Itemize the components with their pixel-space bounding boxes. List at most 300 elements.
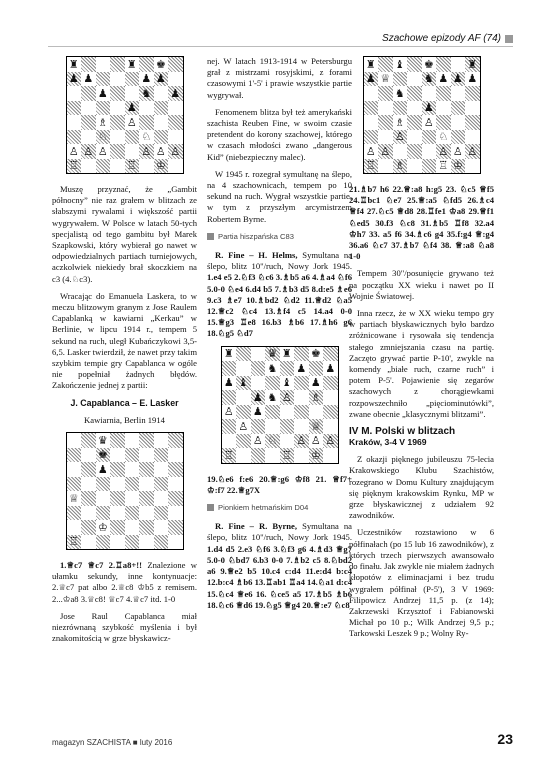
board-square	[168, 159, 183, 174]
board-square	[139, 448, 154, 463]
board-square	[251, 448, 266, 463]
board-square	[323, 419, 338, 434]
chess-piece-square: ♜	[125, 57, 140, 72]
board-square	[110, 520, 125, 535]
game-intro	[207, 250, 352, 340]
game-moves: 21.♗b7 h6 22.♕:a8 h:g5 23. ♘c5 ♕f5 24.♖bc1 ♘e7 25.♕:a5 ♘fd5 26.♗c4 ♕f4 27.♘c5 ♕d8 28.♖fe1 ♔a8 29.♕f1 ♘ed5 30.f3 ♘c8 31.♗b5 ♖f8 32.a4 ♔h7 33. a5 f6 34.♗c6 g4 35.f:g4 ♕:g4 36.a6 ♘c7 37.♗b7 ♘f4 38. ♕:a8 ♘a8 1-0	[349, 184, 494, 262]
board-square	[465, 86, 480, 101]
board-square	[168, 115, 183, 130]
chess-piece-square: ♙	[323, 434, 338, 449]
board-square	[125, 462, 140, 477]
chess-piece-square: ♟	[422, 101, 437, 116]
chess-diagram-3	[221, 346, 339, 464]
chess-piece-square: ♟	[125, 101, 140, 116]
board-square	[154, 433, 169, 448]
board-square	[81, 57, 96, 72]
board-square	[96, 477, 111, 492]
board-square	[154, 462, 169, 477]
board-square	[294, 405, 309, 420]
board-square	[280, 361, 295, 376]
board-square	[154, 448, 169, 463]
chess-piece-square: ♘	[436, 130, 451, 145]
game-heading: J. Capablanca – E. Lasker	[70, 397, 179, 408]
board-square	[251, 376, 266, 391]
chess-piece-square: ♟	[96, 86, 111, 101]
board-square	[139, 462, 154, 477]
chess-piece-square: ♟	[323, 361, 338, 376]
game-moves: 1.d4 d5 2.e3 ♘f6 3.♘f3 g6 4.♗d3 ♕g7 5.0-0 ♘bd7 6.b3 0-0 7.♗b2 c5 8.♘bd2 a6 9.♕e2 b5 10.c4 c:d4 11.e:d4 b:c4 12.b:c4 ♗b6 13.♖ab1 ♖a4 14.♘a1 d:c4 15.♘c4 ♕e6 16. ♘ce5 a5 17.♗b5 ♗b6 18.♘c6 ♕d6 19.♘g5 ♕g4 20.♕:e7 ♘c8	[207, 543, 352, 610]
board-square	[436, 57, 451, 72]
board-square	[222, 390, 237, 405]
board-square	[236, 434, 251, 449]
board-square	[110, 506, 125, 521]
chess-piece-square: ♙	[251, 434, 266, 449]
chess-piece-square: ♝	[280, 376, 295, 391]
board-square	[168, 506, 183, 521]
chess-piece-square: ♟	[251, 405, 266, 420]
chess-piece-square: ♖	[364, 159, 379, 174]
board-square	[294, 448, 309, 463]
board-square	[67, 462, 82, 477]
board-square	[407, 72, 422, 87]
square-icon	[505, 35, 513, 43]
board-square	[265, 448, 280, 463]
chess-piece-square: ♟	[154, 72, 169, 87]
chess-diagram-2	[66, 432, 184, 550]
game-moves: 19.♘e6 f:e6 20.♕:g6 ♔f8 21. ♕f7+ ♔:f7 22.♕g7X	[207, 473, 352, 495]
chess-piece-square: ♝	[393, 57, 408, 72]
chess-piece-square: ♞	[265, 361, 280, 376]
board-square	[81, 115, 96, 130]
chess-piece-square: ♟	[465, 72, 480, 87]
board-square	[125, 86, 140, 101]
chess-piece-square: ♜	[465, 57, 480, 72]
board-square	[265, 376, 280, 391]
chess-piece-square: ♞	[139, 86, 154, 101]
board-square	[96, 57, 111, 72]
chess-piece-square: ♖	[436, 159, 451, 174]
board-square	[168, 491, 183, 506]
board-square	[309, 405, 324, 420]
move-comment: Znalezione w ułamku sekundy, inne kontynuacje: 2.♕c7 pat albo 2.♕c8 ♔b5 z remisem. 2...♔a8 3.♕c8! ♕c7 4.♕c7 itd. 1-0	[52, 560, 197, 604]
board-square	[309, 361, 324, 376]
board-square	[251, 347, 266, 362]
board-square	[154, 506, 169, 521]
board-square	[96, 101, 111, 116]
board-square	[407, 86, 422, 101]
board-square	[168, 520, 183, 535]
chess-piece-square: ♖	[280, 448, 295, 463]
chess-piece-square: ♟	[294, 361, 309, 376]
board-square	[236, 405, 251, 420]
chess-piece-square: ♙	[280, 390, 295, 405]
opening-name: Partia hiszpańska C83	[218, 231, 294, 241]
board-square	[323, 390, 338, 405]
board-square	[280, 405, 295, 420]
game-heading: R. Fine – R. Byrne,	[215, 521, 298, 532]
opening-label	[207, 502, 352, 513]
chess-piece-square: ♔	[309, 448, 324, 463]
opening-label	[207, 231, 352, 242]
chess-piece-square: ♙	[125, 115, 140, 130]
board-square	[67, 448, 82, 463]
board-square	[154, 520, 169, 535]
board-square	[168, 462, 183, 477]
paragraph	[52, 560, 197, 605]
board-square	[67, 433, 82, 448]
board-square	[168, 130, 183, 145]
board-square	[110, 86, 125, 101]
chess-piece-square: ♘	[139, 130, 154, 145]
board-square	[125, 535, 140, 550]
board-square	[139, 101, 154, 116]
chess-piece-square: ♚	[154, 57, 169, 72]
board-square	[168, 57, 183, 72]
board-square	[154, 491, 169, 506]
column-3	[349, 56, 494, 646]
opening-name: Pionkiem hetmańskim D04	[218, 503, 309, 513]
chess-piece-square: ♕	[309, 419, 324, 434]
chess-piece-square: ♔	[451, 159, 466, 174]
chess-piece-square: ♙	[139, 144, 154, 159]
board-square	[81, 448, 96, 463]
chess-piece-square: ♙	[364, 144, 379, 159]
board-square	[154, 477, 169, 492]
board-square	[323, 376, 338, 391]
paragraph: Tempem 30"/posunięcie grywano też na początku XX wieku i nawet po II Wojnie Światowej.	[349, 268, 494, 301]
board-square	[125, 448, 140, 463]
chess-piece-square: ♖	[67, 159, 82, 174]
board-square	[364, 86, 379, 101]
board-square	[407, 57, 422, 72]
board-square	[378, 159, 393, 174]
chess-piece-square: ♟	[139, 72, 154, 87]
section-title: IV M. Polski w blitzach	[349, 426, 456, 438]
board-square	[168, 448, 183, 463]
board-square	[364, 101, 379, 116]
board-square	[378, 115, 393, 130]
chess-piece-square: ♟	[436, 72, 451, 87]
board-square	[168, 477, 183, 492]
board-square	[436, 86, 451, 101]
paragraph: Muszę przyznać, że „Gambit północny” nie raz grałem w blitzach ze słabszymi rywalami i większość partii wygrywałem. W Polsce w latach 50-tych specjalistą od tego gambitu był Marek Szapkowski, który wybierał go nawet w odpowiedzialnych partiach turniejowych, aczkolwiek niekiedy brał skoczkiem na c3 (4.♘c3).	[52, 184, 197, 284]
board-square	[294, 376, 309, 391]
paragraph: Fenomenem blitza był też amerykański szachista Reuben Fine, w swoim czasie pretendent do korony szachowej, którego w czasach młodości zwano „dangerous Kid” (niebezpieczny malec).	[207, 106, 352, 162]
chess-piece-square: ♘	[96, 130, 111, 145]
board-square	[81, 101, 96, 116]
board-square	[236, 361, 251, 376]
board-square	[364, 130, 379, 145]
chess-piece-square: ♕	[378, 72, 393, 87]
chess-piece-square: ♗	[96, 115, 111, 130]
chess-piece-square: ♟	[451, 72, 466, 87]
board-square	[451, 57, 466, 72]
board-square	[222, 434, 237, 449]
paragraph: Wracając do Emanuela Laskera, to w meczu blitzowym granym z Jose Raulem Capablanką w kawiarni „Kerkau” w Berlinie, w lipcu 1914 r., tempem 5 sekund na ruch, uległ Kubańczykowi 3,5-6,5. Lasker twierdził, że nawet przy takim szybkim tempie gry Capablanca w ogóle nie popełniał żadnych błędów. Zakończenie jednej z partii:	[52, 290, 197, 391]
board-square	[407, 115, 422, 130]
chess-piece-square: ♞	[422, 72, 437, 87]
board-square	[67, 115, 82, 130]
chess-piece-square: ♚	[309, 347, 324, 362]
page-footer	[52, 731, 513, 747]
board-square	[294, 390, 309, 405]
section-subtitle: Kraków, 3-4 V 1969	[349, 437, 427, 448]
board-square	[81, 506, 96, 521]
board-square	[139, 520, 154, 535]
board-square	[465, 115, 480, 130]
board-square	[154, 86, 169, 101]
board-square	[110, 462, 125, 477]
chess-piece-square: ♟	[168, 86, 183, 101]
board-square	[451, 130, 466, 145]
board-square	[125, 144, 140, 159]
board-square	[110, 144, 125, 159]
board-square	[110, 115, 125, 130]
board-square	[436, 101, 451, 116]
chess-piece-square: ♙	[422, 115, 437, 130]
board-square	[323, 405, 338, 420]
board-square	[323, 347, 338, 362]
board-square	[251, 419, 266, 434]
chess-piece-square: ♟	[364, 72, 379, 87]
chess-piece-square: ♙	[81, 144, 96, 159]
board-square	[378, 130, 393, 145]
board-square	[168, 535, 183, 550]
running-header-title: Szachowe epizody AF (74)	[382, 33, 501, 44]
board-square	[96, 491, 111, 506]
board-square	[407, 144, 422, 159]
board-square	[139, 477, 154, 492]
chess-piece-square: ♛	[265, 347, 280, 362]
board-square	[139, 491, 154, 506]
chess-piece-square: ♞	[265, 390, 280, 405]
chess-piece-square: ♙	[154, 144, 169, 159]
board-square	[125, 433, 140, 448]
chess-piece-square: ♙	[451, 144, 466, 159]
board-square	[168, 72, 183, 87]
board-square	[81, 477, 96, 492]
board-square	[265, 419, 280, 434]
board-square	[280, 419, 295, 434]
board-square	[378, 57, 393, 72]
board-square	[81, 159, 96, 174]
board-square	[422, 130, 437, 145]
chess-piece-square: ♙	[96, 144, 111, 159]
chess-piece-square: ♕	[67, 491, 82, 506]
board-square	[96, 506, 111, 521]
chess-piece-square: ♖	[125, 159, 140, 174]
board-square	[139, 159, 154, 174]
game-moves: 1.♕c7 ♕c7 2.♖a8+!!	[60, 560, 143, 571]
board-square	[125, 520, 140, 535]
chess-piece-square: ♚	[96, 448, 111, 463]
board-square	[236, 390, 251, 405]
board-square	[110, 130, 125, 145]
board-square	[110, 57, 125, 72]
board-square	[422, 86, 437, 101]
column-1	[52, 56, 197, 650]
board-square	[67, 130, 82, 145]
board-square	[407, 101, 422, 116]
game-subheading: Symultana na ślepo, blitz 10"/ruch, Nowy Jork 1945.	[207, 250, 352, 272]
chess-piece-square: ♙	[309, 434, 324, 449]
chess-piece-square: ♔	[96, 520, 111, 535]
paragraph: Z okazji pięknego jubileuszu 75-lecia Krakowskiego Klubu Szachistów, rozegrano w Domu Kultury znajdującym się pięknym krakowskim Rynku, MP w grze błyskawicznej z udziałem 92 zawodników.	[349, 454, 494, 521]
board-square	[110, 159, 125, 174]
board-square	[154, 130, 169, 145]
paragraph: nej. W latach 1913-1914 w Petersburgu grał z mistrzami rosyjskimi, z forami czasowymi 1'-5' i prawie wszystkie partie wygrywał.	[207, 56, 352, 100]
chess-piece-square: ♙	[465, 144, 480, 159]
board-square	[139, 506, 154, 521]
board-square	[110, 72, 125, 87]
board-square	[110, 535, 125, 550]
game-heading: R. Fine – H. Helms,	[215, 250, 298, 261]
board-square	[125, 130, 140, 145]
page-number: 23	[497, 731, 513, 747]
board-square	[81, 130, 96, 145]
board-square	[378, 101, 393, 116]
board-square	[265, 405, 280, 420]
board-square	[110, 477, 125, 492]
board-square	[96, 72, 111, 87]
square-icon	[207, 504, 214, 511]
board-square	[168, 433, 183, 448]
board-square	[168, 101, 183, 116]
board-square	[67, 86, 82, 101]
chess-piece-square: ♚	[422, 57, 437, 72]
board-square	[110, 448, 125, 463]
chess-piece-square: ♛	[96, 433, 111, 448]
chess-piece-square: ♗	[309, 390, 324, 405]
chess-piece-square: ♙	[67, 144, 82, 159]
board-square	[81, 462, 96, 477]
chess-piece-square: ♝	[236, 376, 251, 391]
board-square	[81, 86, 96, 101]
board-square	[154, 101, 169, 116]
board-square	[125, 506, 140, 521]
board-square	[81, 433, 96, 448]
board-square	[436, 115, 451, 130]
board-square	[236, 347, 251, 362]
board-square	[139, 433, 154, 448]
chess-piece-square: ♙	[168, 144, 183, 159]
board-square	[465, 101, 480, 116]
board-square	[154, 115, 169, 130]
square-icon	[207, 233, 214, 240]
chess-piece-square: ♗	[393, 115, 408, 130]
chess-diagram-4	[363, 56, 481, 174]
board-square	[393, 72, 408, 87]
board-square	[96, 535, 111, 550]
board-square	[110, 101, 125, 116]
board-square	[67, 101, 82, 116]
board-square	[294, 419, 309, 434]
footer-magazine: magazyn SZACHISTA ■ luty 2016	[52, 738, 173, 747]
running-header	[382, 33, 513, 44]
board-square	[67, 506, 82, 521]
board-square	[323, 448, 338, 463]
board-square	[139, 535, 154, 550]
chess-piece-square: ♟	[222, 376, 237, 391]
board-square	[451, 115, 466, 130]
board-square	[451, 101, 466, 116]
board-square	[125, 477, 140, 492]
board-square	[81, 491, 96, 506]
chess-piece-square: ♜	[222, 347, 237, 362]
board-square	[451, 86, 466, 101]
board-square	[67, 477, 82, 492]
chess-piece-square: ♙	[378, 144, 393, 159]
board-square	[422, 144, 437, 159]
board-square	[393, 101, 408, 116]
game-subheading: Symultana na ślepo, blitz 10"/ruch, Nowy Jork 1945.	[207, 521, 352, 543]
column-2	[207, 56, 352, 617]
board-square	[81, 535, 96, 550]
paragraph: W 1945 r. rozegrał symultanę na ślepo, na 4 szachownicach, tempem po 10 sekund na ruch. Wygrał wszystkie partie, w tym z przyszłym arcymistrzem Robertem Byrne.	[207, 168, 352, 224]
chess-piece-square: ♟	[309, 376, 324, 391]
board-square	[125, 72, 140, 87]
board-square	[393, 144, 408, 159]
game-subheading: Kawiarnia, Berlin 1914	[84, 414, 165, 425]
board-square	[422, 159, 437, 174]
board-square	[251, 361, 266, 376]
board-square	[81, 520, 96, 535]
chess-piece-square: ♔	[154, 159, 169, 174]
chess-piece-square: ♙	[236, 419, 251, 434]
chess-piece-square: ♘	[265, 434, 280, 449]
board-square	[67, 520, 82, 535]
game-moves: 1.e4 e5 2.♘f3 ♘c6 3.♗b5 a6 4.♗a4 ♘f6 5.0-0 ♘e4 6.d4 b5 7.♗b3 d5 8.d:e5 ♗e6 9.c3 ♗e7 10.♗bd2 ♘d2 11.♕d2 ♘a5 12.♕c2 ♘c4 13.♗f4 c5 14.a4 0-0 15.♕g3 ♖e8 16.b3 ♗b6 17.♗h6 g6 18.♘g5 ♘d7	[207, 272, 352, 339]
board-square	[110, 491, 125, 506]
board-square	[139, 115, 154, 130]
board-square	[236, 448, 251, 463]
paragraph: Inna rzecz, że w XX wieku tempo gry w partiach błyskawicznych było bardzo zróżnicowane i rysowała się tendencja stałego zmniejszania czasu na partię. Zaczęto grywać partie P-10', zwykle na komendy „białe ruch, czarne ruch” i potem P-5'. Pojawienie się zegarów szachowych z chorągiewkami rozpowszechniło „pięciominutówki”, zwane obecnie „klasycznymi blitzami”.	[349, 308, 494, 419]
board-square	[465, 159, 480, 174]
chess-piece-square: ♜	[280, 347, 295, 362]
board-square	[125, 491, 140, 506]
board-square	[139, 57, 154, 72]
chess-piece-square: ♙	[393, 130, 408, 145]
chess-piece-square: ♜	[67, 57, 82, 72]
chess-piece-square: ♜	[364, 57, 379, 72]
board-square	[465, 130, 480, 145]
board-square	[96, 159, 111, 174]
game-intro	[207, 521, 352, 611]
chess-piece-square: ♟	[67, 72, 82, 87]
board-square	[407, 130, 422, 145]
chess-piece-square: ♙	[222, 405, 237, 420]
chess-piece-square: ♟	[81, 72, 96, 87]
board-square	[378, 86, 393, 101]
board-square	[222, 419, 237, 434]
chess-piece-square: ♟	[251, 390, 266, 405]
board-square	[364, 115, 379, 130]
chess-piece-square: ♙	[436, 144, 451, 159]
chess-piece-square: ♖	[67, 535, 82, 550]
board-square	[294, 347, 309, 362]
board-square	[110, 433, 125, 448]
paragraph: Jose Raul Capablanca miał niezrównaną szybkość myślenia i był znakomitością w grze błyskawicz-	[52, 610, 197, 644]
chess-piece-square: ♙	[294, 434, 309, 449]
chess-piece-square: ♖	[222, 448, 237, 463]
board-square	[222, 361, 237, 376]
chess-piece-square: ♗	[393, 159, 408, 174]
chess-piece-square: ♟	[96, 462, 111, 477]
board-square	[154, 535, 169, 550]
chess-piece-square: ♞	[393, 86, 408, 101]
chess-diagram-1	[66, 56, 184, 174]
header-rule	[48, 46, 513, 47]
